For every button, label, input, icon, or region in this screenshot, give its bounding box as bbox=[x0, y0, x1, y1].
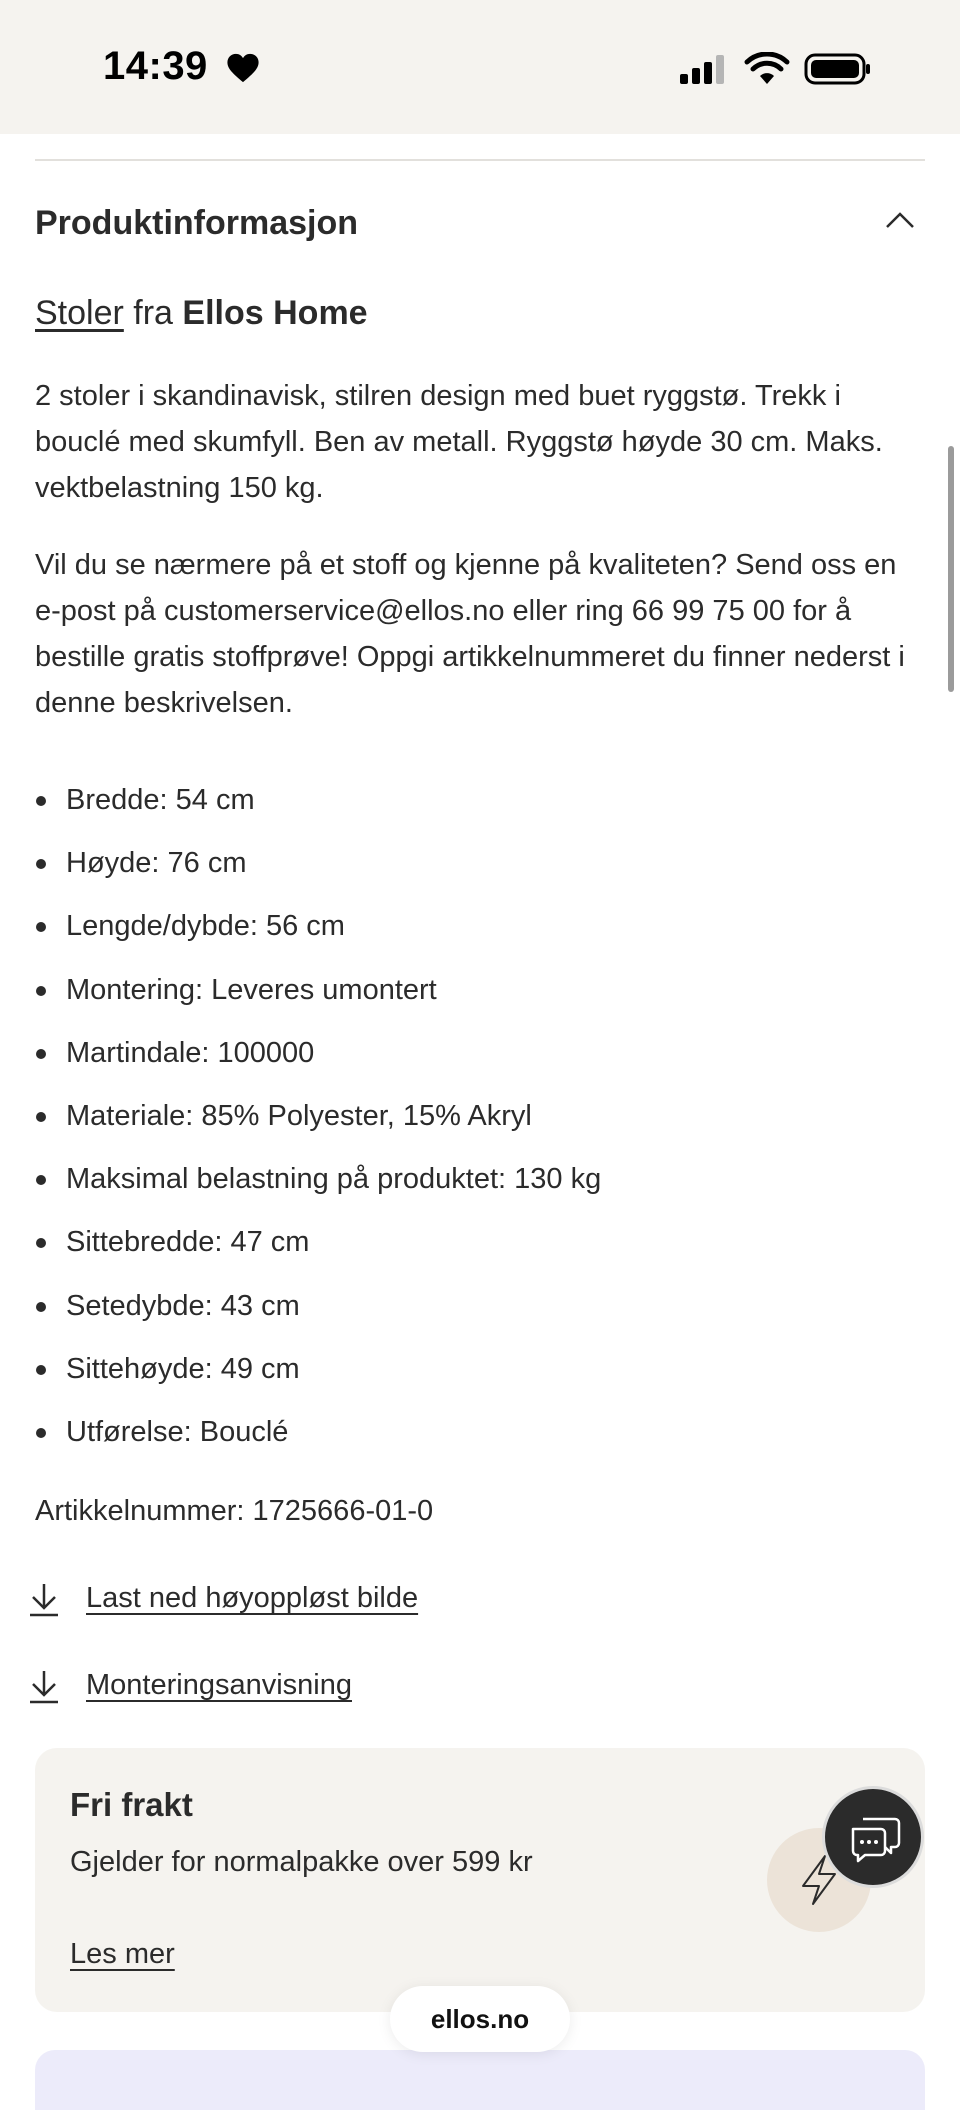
signal-icon bbox=[680, 54, 730, 84]
spec-list bbox=[35, 776, 925, 1471]
browser-url-pill[interactable]: ellos.no bbox=[390, 1986, 570, 2052]
spec-item: Setedybde: 43 cm bbox=[35, 1282, 925, 1345]
description-paragraph: 2 stoler i skandinavisk, stilren design med buet ryggstø. Trekk i bouclé med skumfyll. Ben av metall. Ryggstø høyde 30 cm. Maks. vektbelastning 150 kg. bbox=[35, 380, 883, 504]
spec-item: Martindale: 100000 bbox=[35, 1029, 925, 1092]
assembly-instructions-label[interactable]: Monteringsanvisning bbox=[86, 1669, 352, 1701]
section-title: Produktinformasjon bbox=[35, 204, 359, 242]
product-info-accordion-header[interactable] bbox=[35, 196, 925, 256]
chevron-up-icon[interactable] bbox=[885, 210, 915, 230]
download-image-label[interactable]: Last ned høyoppløst bilde bbox=[86, 1582, 419, 1614]
wifi-icon bbox=[744, 52, 790, 86]
shipping-description: Gjelder for normalpakke over 599 kr bbox=[70, 1846, 533, 1878]
spec-item: Utførelse: Bouclé bbox=[35, 1408, 925, 1471]
brand-from-text: fra bbox=[133, 294, 173, 332]
chat-button[interactable] bbox=[822, 1786, 924, 1888]
status-bar bbox=[0, 0, 960, 134]
download-icon bbox=[28, 1669, 60, 1705]
brand-line bbox=[35, 294, 368, 333]
download-icon bbox=[28, 1582, 60, 1618]
spec-item: Sittebredde: 47 cm bbox=[35, 1218, 925, 1281]
category-link[interactable]: Stoler bbox=[35, 294, 124, 332]
brand-name: Ellos Home bbox=[182, 294, 368, 332]
spec-item: Materiale: 85% Polyester, 15% Akryl bbox=[35, 1092, 925, 1155]
scrollbar[interactable] bbox=[948, 446, 954, 692]
fabric-sample-paragraph: Vil du se nærmere på et stoff og kjenne på kvaliteten? Send oss en e-post på customerservice@ellos.no eller ring 66 99 75 00 for å bestille gratis stoffprøve! Oppgi artikkelnummeret du finner nederst i denne beskrivelsen. bbox=[35, 549, 905, 719]
status-time: 14:39 bbox=[103, 44, 208, 88]
spec-item: Høyde: 76 cm bbox=[35, 839, 925, 902]
spec-item: Sittehøyde: 49 cm bbox=[35, 1345, 925, 1408]
spec-item: Maksimal belastning på produktet: 130 kg bbox=[35, 1155, 925, 1218]
battery-icon bbox=[804, 52, 872, 86]
next-card-partial bbox=[35, 2050, 925, 2110]
free-shipping-card bbox=[35, 1748, 925, 2012]
shipping-title: Fri frakt bbox=[70, 1786, 193, 1823]
chat-icon bbox=[849, 1815, 903, 1865]
section-divider bbox=[35, 159, 925, 161]
spec-item: Montering: Leveres umontert bbox=[35, 966, 925, 1029]
article-number: Artikkelnummer: 1725666-01-0 bbox=[35, 1495, 434, 1527]
heart-icon bbox=[226, 52, 260, 84]
spec-item: Lengde/dybde: 56 cm bbox=[35, 902, 925, 965]
assembly-instructions-link[interactable] bbox=[28, 1665, 388, 1709]
read-more-link[interactable]: Les mer bbox=[70, 1938, 175, 1970]
download-image-link[interactable] bbox=[28, 1578, 468, 1622]
spec-item: Bredde: 54 cm bbox=[35, 776, 925, 839]
